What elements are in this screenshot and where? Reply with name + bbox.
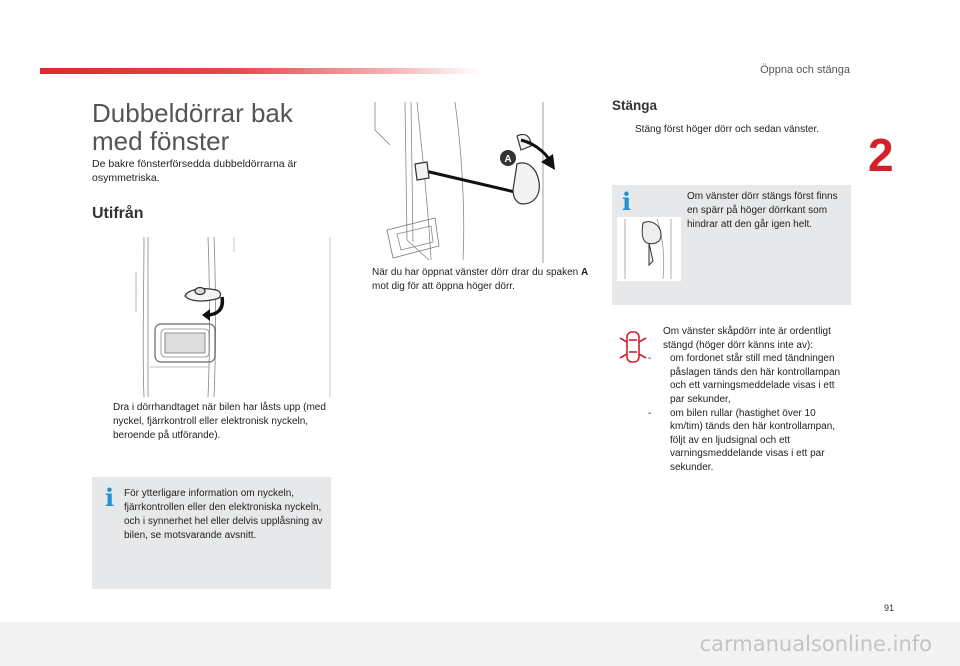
footer-bar [0, 622, 960, 666]
utifran-bullet-text: Dra i dörrhandtaget när bilen har låsts upp (med nyckel, fjärrkontroll eller elektronisk nyckeln, beroende på utförande). [113, 402, 326, 441]
door-open-warning-icon [618, 330, 648, 368]
info-text-sparr: Om vänster dörr stängs först finns en spärr på höger dörrkant som hindrar att den går igen helt. [687, 191, 838, 230]
curved-arrow-icon [200, 295, 230, 323]
middle-bullet-text [372, 266, 597, 294]
warning-item-text: om bilen rullar (hastighet över 10 km/tim) tänds den här kontrollampan, följt av en ljudsignal och ett varningsmeddelande visas i ett par sekunder. [670, 407, 836, 473]
warning-item [648, 352, 848, 406]
warning-intro: Om vänster skåpdörr inte är ordentligt stängd (höger dörr känns inte av): [663, 326, 831, 351]
door-latch-illustration [617, 217, 681, 281]
dash-marker: - [648, 407, 652, 419]
dash-marker: - [648, 353, 652, 365]
chapter-number: 2 [868, 129, 894, 181]
middle-bullet [351, 266, 591, 296]
info-icon: i [105, 483, 115, 512]
header-accent-bar [40, 68, 480, 74]
middle-bullet-bold: A [581, 267, 589, 278]
intro-text: De bakre fönsterförsedda dubbeldörrarna är osymmetriska. [92, 158, 297, 184]
rear-door-handle-illustration [130, 232, 335, 400]
watermark: carmanualsonline.info [699, 632, 932, 656]
page-title [92, 99, 293, 155]
info-box-sparr [612, 185, 851, 305]
middle-bullet-post: mot dig för att öppna höger dörr. [372, 281, 515, 292]
stanga-bullet-text: Stäng först höger dörr och sedan vänster. [635, 124, 819, 135]
label-a: A [504, 154, 512, 165]
section-title: Öppna och stänga [760, 64, 850, 76]
heading-stanga: Stänga [612, 98, 658, 113]
door-lever-illustration [345, 100, 557, 263]
page-title-line2: med fönster [92, 126, 230, 156]
heading-utifran: Utifrån [92, 205, 144, 222]
info-icon: i [622, 187, 632, 216]
warning-item-text: om fordonet står still med tändningen påslagen tänds den här kontrollampan och ett varningsmeddelade visas i ett par sekunder, [670, 353, 841, 405]
info-box-nyckel [92, 477, 331, 589]
middle-bullet-pre: När du har öppnat vänster dörr drar du spaken [372, 267, 582, 278]
utifran-bullet [92, 401, 332, 451]
page-number: 91 [884, 603, 895, 613]
info-text-nyckel: För ytterligare information om nyckeln, fjärrkontrollen eller den elektroniska nyckeln, och i synnerhet hel eller delvis upplåsning av bilen, se motsvarande avsnitt. [124, 488, 323, 541]
stanga-bullet [614, 123, 854, 139]
warning-section [648, 325, 848, 475]
warning-item [648, 407, 848, 475]
page-title-line1: Dubbeldörrar bak [92, 98, 293, 128]
